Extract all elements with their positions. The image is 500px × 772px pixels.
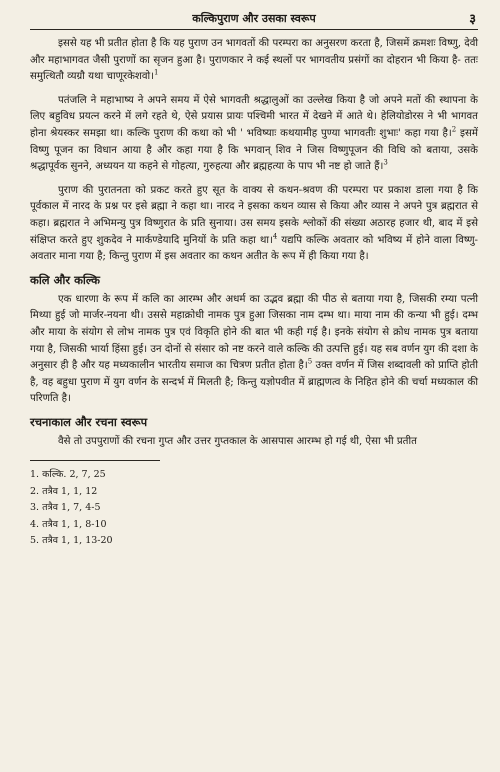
footnote-ref: 2 (451, 125, 457, 134)
paragraph-text: पतंजलि ने महाभाष्य ने अपने समय में ऐसे भागवती श्रद्धालुओं का उल्लेख किया है जो अपने मतों की स्थापना के लिए बहुविध प्रयत्न करने में लगे रहते थे, ऐसे प्रयास प्रायः पश्चिमी भारत में देखने में आते थे। हेलियोडोरस ने भी भागवत होना श्रेयस्कर समझा था। कल्कि पुराण की कथा को भी ' भविष्याः कथयामीह पुण्या भागवतीः शुभाः' कहा गया है। (30, 94, 478, 139)
footnote-ref: 4 (272, 232, 278, 241)
footnote-item: 2. तत्रैव 1, 1, 12 (30, 485, 98, 497)
paragraph-text: इससे यह भी प्रतीत होता है कि यह पुराण उन भागवतों की परम्परा का अनुसरण करता है, जिसमें क्रमशः विष्णु, देवी और महाभागवत जैसी पुराणों का सृजन हुआ है। पुराणकार ने कई स्थलों पर भागवतीय प्रसंगों का दोहरान भी किया है- ततः समुत्थितौ व्यग्रौ यथा चाणूरकेशवो। (30, 38, 478, 83)
paragraph-text: इसमें विष्णु पूजन का विधान आया है और कहा गया है कि भगवान् शिव ने जिस विष्णुपूजन की विधि को बताया, उसके श्रद्धापूर्वक सुनने, अध्ययन या कहने से गोहत्या, गुरुहत्या और ब्रह्महत्या के पाप भी नष्ट हो जाते हैं। (30, 127, 478, 173)
paragraph-1 (30, 36, 478, 86)
footnote-ref: 3 (383, 158, 388, 167)
paragraph-text: एक धारणा के रूप में कलि का आरम्भ और अधर्म का उद्भव ब्रह्मा की पीठ से बताया गया है, जिसकी रम्या पत्नी मिथ्या हुई जो मार्जर-नयना थी। उससे महाक्रोधी नामक पुत्र हुआ जिसका नाम दम्भ था। माया नाम की कन्या भी हुई। दम्भ और माया के संयोग से लोभ नामक पुत्र एवं विकृति होने की बात भी कही गई है। इनके संयोग से क्रोध नामक पुत्र बताया गया है, जिसकी भार्या हिंसा हुई। उन दोनों से संसार को नष्ट करने वाले कल्कि की उत्पत्ति हुई। यह सब वर्णन युग की दशा के अनुसार ही है और यह मध्यकालीन भारतीय समाज का चित्रण प्रतीत होता है। (30, 293, 478, 372)
header-rule (30, 29, 478, 30)
footnotes-list (30, 467, 478, 549)
footnote-item: 1. कल्कि. 2, 7, 25 (30, 469, 106, 481)
paragraph-4 (30, 292, 478, 408)
paragraph-text: उक्त वर्णन में जिस शब्दावली को प्राप्ति होती है, वह बहुधा पुराण में युग वर्णन के सन्दर्भ में मिलती है; किन्तु यज्ञोपवीत में ब्राह्मणत्व के निहित होने की चर्चा मध्यकाल की परिणति है। (30, 360, 478, 405)
footnote-item: 3. तत्रैव 1, 7, 4-5 (30, 502, 101, 514)
footnote-ref: 1 (154, 68, 159, 77)
footnote-item: 5. तत्रैव 1, 1, 13-20 (30, 535, 113, 547)
paragraph-5 (30, 434, 478, 451)
section-heading-kali-kalki: कलि और कल्कि (30, 272, 100, 287)
paragraph-text: पुराण की पुरातनता को प्रकट करते हुए सूत के वाक्य से कथन-श्रवण की परम्परा पर प्रकाश डाला गया है कि पूर्वकाल में नारद के प्रश्न पर इसे ब्रह्मा ने कहा था। नारद ने इसका कथन व्यास से किया और व्यास ने अपने पुत्र ब्रह्मरात से कहा। ब्रह्मरात ने अभिमन्यु पुत्र विष्णुरात के प्रति सुनाया। उस समय इसके श्लोकों की संख्या अठारह हजार थी, बाद में इसे संक्षिप्त करते हुए शुकदेव ने मार्कण्डेयादि मुनियों के प्रति कहा था। (30, 184, 478, 246)
footnote-ref: 5 (307, 357, 313, 366)
page-number: ३ (469, 12, 476, 27)
paragraph-3 (30, 183, 478, 266)
paragraph-text: वैसे तो उपपुराणों की रचना गुप्त और उत्तर गुप्तकाल के आसपास आरम्भ हो गई थी, ऐसा भी प्रतीत (58, 435, 417, 447)
footnote-rule (30, 460, 160, 461)
running-title: कल्किपुराण और उसका स्वरूप (192, 12, 316, 25)
footnote-item: 4. तत्रैव 1, 1, 8-10 (30, 518, 107, 530)
paragraph-2 (30, 93, 478, 176)
paragraph-text: यद्यपि कल्कि अवतार को भविष्य में होने वाला विष्णु-अवतार माना गया है; किन्तु पुराण में इस अवतार का कथन अतीत के रूप में ही किया गया है। (30, 234, 478, 263)
section-heading-rachnakal: रचनाकाल और रचना स्वरूप (30, 414, 148, 429)
main-content (30, 36, 478, 550)
page-header (30, 8, 478, 30)
